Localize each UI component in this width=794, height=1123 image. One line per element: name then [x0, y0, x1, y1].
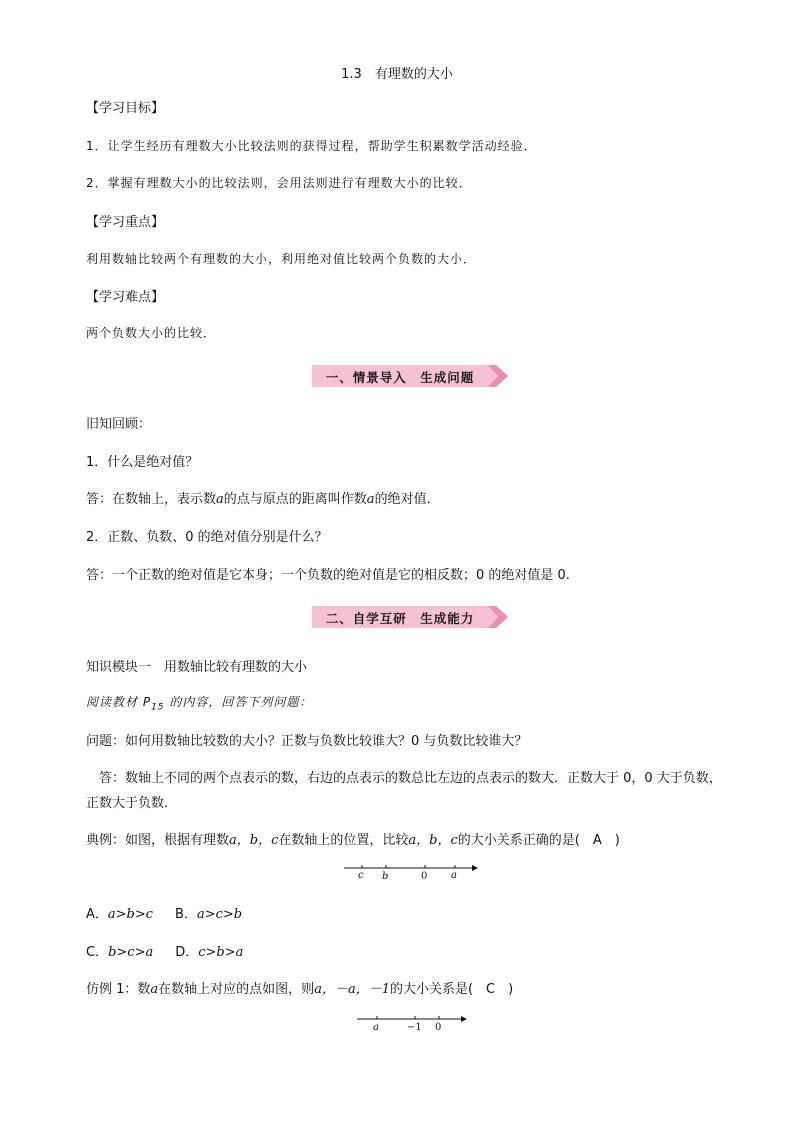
goals-heading: 【学习目标】 [86, 101, 165, 116]
answer-1 [86, 488, 440, 507]
copy1-mid: 在数轴上对应的点如图，则 [158, 982, 315, 997]
reading-instruction [86, 693, 312, 712]
example-pre: 典例：如图，根据有理数 [86, 833, 230, 848]
copy1-vars: a，－a，－1 [314, 982, 390, 997]
reading-pre: 阅读教材 P [86, 695, 152, 709]
difficulty-text: 两个负数大小的比较． [86, 326, 217, 340]
answer-1-var-2: a [366, 492, 375, 507]
section-banner-1 [312, 365, 508, 387]
copy-example-1 [86, 978, 513, 997]
reading-post: 的内容，回答下列问题： [164, 695, 313, 709]
options-row-1 [86, 903, 242, 922]
tick-label-a-2: a [373, 1022, 379, 1033]
tick-label-b: b [382, 871, 389, 882]
copy1-var: a [150, 982, 159, 997]
problem-question: 问题：如何用数轴比较数的大小？正数与负数比较谁大？0 与负数比较谁大？ [86, 734, 528, 749]
module-heading: 知识模块一 用数轴比较有理数的大小 [86, 660, 308, 675]
option-a-label: A． [86, 907, 108, 922]
copy1-pre: 仿例 1：数 [86, 982, 151, 997]
example-vars: a，b，c [229, 833, 279, 848]
page-title: 1.3 有理数的大小 [341, 67, 453, 82]
tick-label-neg1: −1 [407, 1022, 422, 1033]
key-text: 利用数轴比较两个有理数的大小，利用绝对值比较两个负数的大小． [86, 252, 477, 266]
answer-2: 答：一个正数的绝对值是它本身；一个负数的绝对值是它的相反数；0 的绝对值是 0. [86, 568, 570, 583]
example-post: 的大小关系正确的是( A ) [457, 833, 620, 848]
answer-1-mid: 的点与原点的距离叫作数 [223, 492, 367, 507]
tick-label-a: a [451, 870, 457, 881]
tick-label-0: 0 [421, 871, 428, 882]
review-label: 旧知回顾： [86, 417, 152, 432]
option-a: a>b>c [107, 907, 154, 922]
number-line-1-axis [344, 862, 480, 874]
option-d: c>b>a [198, 945, 244, 960]
question-1: 1．什么是绝对值？ [86, 455, 199, 470]
section-banner-2 [312, 606, 508, 628]
problem-answer-line-1: 答：数轴上不同的两个点表示的数，右边的点表示的数总比左边的点表示的数大．正数大于 0，0 大于负数， [99, 771, 722, 786]
tick-label-c: c [358, 870, 364, 881]
key-heading: 【学习重点】 [86, 215, 165, 230]
option-b: a>c>b [196, 907, 243, 922]
tick-label-0-2: 0 [435, 1022, 442, 1033]
answer-1-var: a [216, 492, 224, 507]
banner-2-label: 二、自学互研 生成能力 [325, 611, 475, 626]
number-line-2 [357, 1013, 469, 1035]
option-d-label: D． [175, 945, 199, 960]
copy1-post: 的大小关系是( C ) [389, 982, 514, 997]
goal-2: 2．掌握有理数大小的比较法则，会用法则进行有理数大小的比较． [86, 176, 472, 190]
difficulty-heading: 【学习难点】 [86, 290, 165, 305]
number-line-1 [344, 862, 480, 884]
option-c-label: C． [86, 945, 109, 960]
options-row-2 [86, 941, 243, 960]
banner-1-label: 一、情景导入 生成问题 [325, 370, 475, 385]
option-b-label: B． [175, 907, 197, 922]
problem-answer-line-2: 正数大于负数． [86, 796, 178, 811]
answer-1-post: 的绝对值． [374, 492, 440, 507]
example-vars-2: a，b，c [408, 833, 458, 848]
example-mid: 在数轴上的位置，比较 [278, 833, 409, 848]
question-2: 2．正数、负数、0 的绝对值分别是什么？ [86, 530, 328, 545]
option-c: b>c>a [108, 945, 154, 960]
example-question [86, 829, 620, 848]
answer-1-pre: 答：在数轴上，表示数 [86, 492, 217, 507]
reading-page-sub: 15 [151, 702, 165, 713]
goal-1: 1．让学生经历有理数大小比较法则的获得过程，帮助学生积累数学活动经验． [86, 139, 537, 153]
